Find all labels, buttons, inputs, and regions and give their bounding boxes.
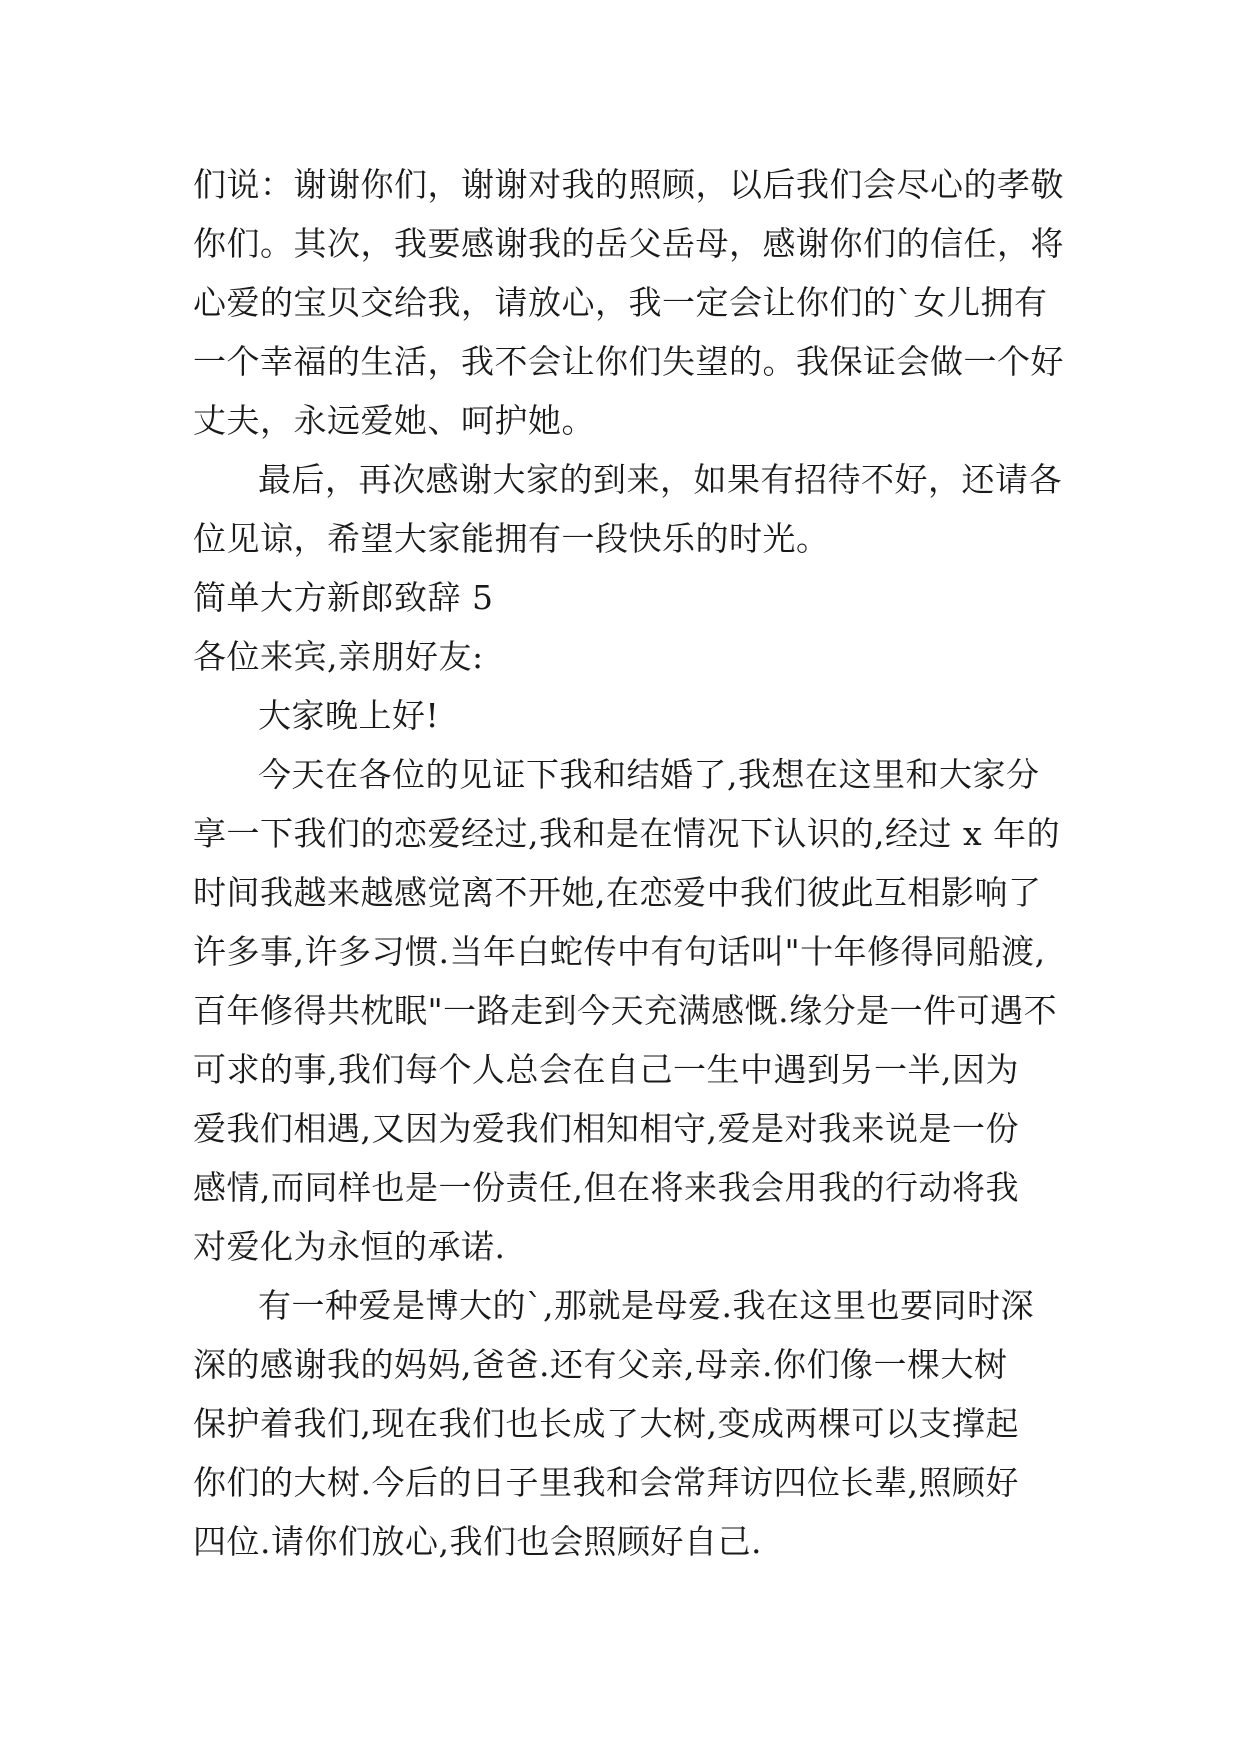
text-line: 许多事,许多习惯.当年白蛇传中有句话叫"十年修得同船渡, [193, 932, 1046, 971]
text-line: 四位.请你们放心,我们也会照顾好自己. [193, 1522, 762, 1561]
greeting: 大家晚上好! [258, 696, 440, 735]
salutation: 各位来宾,亲朋好友: [193, 637, 484, 676]
text-line: 保护着我们,现在我们也长成了大树,变成两棵可以支撑起 [193, 1404, 1019, 1443]
text-line: 今天在各位的见证下我和结婚了,我想在这里和大家分 [258, 755, 1040, 794]
text-line: 对爱化为永恒的承诺. [193, 1227, 506, 1266]
text-line: 爱我们相遇,又因为爱我们相知相守,爱是对我来说是一份 [193, 1109, 1019, 1148]
text-line: 心爱的宝贝交给我，请放心，我一定会让你们的`女儿拥有 [193, 283, 1048, 322]
text-line: 时间我越来越感觉离不开她,在恋爱中我们彼此互相影响了 [193, 873, 1042, 912]
section-heading: 简单大方新郎致辞 5 [193, 578, 494, 617]
text-line: 深的感谢我的妈妈,爸爸.还有父亲,母亲.你们像一棵大树 [193, 1345, 1008, 1384]
text-line: 你们的大树.今后的日子里我和会常拜访四位长辈,照顾好 [193, 1463, 1019, 1502]
text-line: 你们。其次，我要感谢我的岳父岳母，感谢你们的信任，将 [193, 224, 1064, 263]
text-line: 百年修得共枕眠"一路走到今天充满感慨.缘分是一件可遇不 [193, 991, 1058, 1030]
text-line: 享一下我们的恋爱经过,我和是在情况下认识的,经过 x 年的 [193, 814, 1061, 853]
text-line: 最后，再次感谢大家的到来，如果有招待不好，还请各 [258, 460, 1062, 499]
text-line: 有一种爱是博大的`,那就是母爱.我在这里也要同时深 [258, 1286, 1034, 1325]
text-line: 感情,而同样也是一份责任,但在将来我会用我的行动将我 [193, 1168, 1019, 1207]
text-line: 丈夫，永远爱她、呵护她。 [193, 401, 595, 440]
text-line: 们说：谢谢你们，谢谢对我的照顾，以后我们会尽心的孝敬 [193, 165, 1064, 204]
text-line: 可求的事,我们每个人总会在自己一生中遇到另一半,因为 [193, 1050, 1019, 1089]
text-line: 一个幸福的生活，我不会让你们失望的。我保证会做一个好 [193, 342, 1064, 381]
text-line: 位见谅，希望大家能拥有一段快乐的时光。 [193, 519, 830, 558]
